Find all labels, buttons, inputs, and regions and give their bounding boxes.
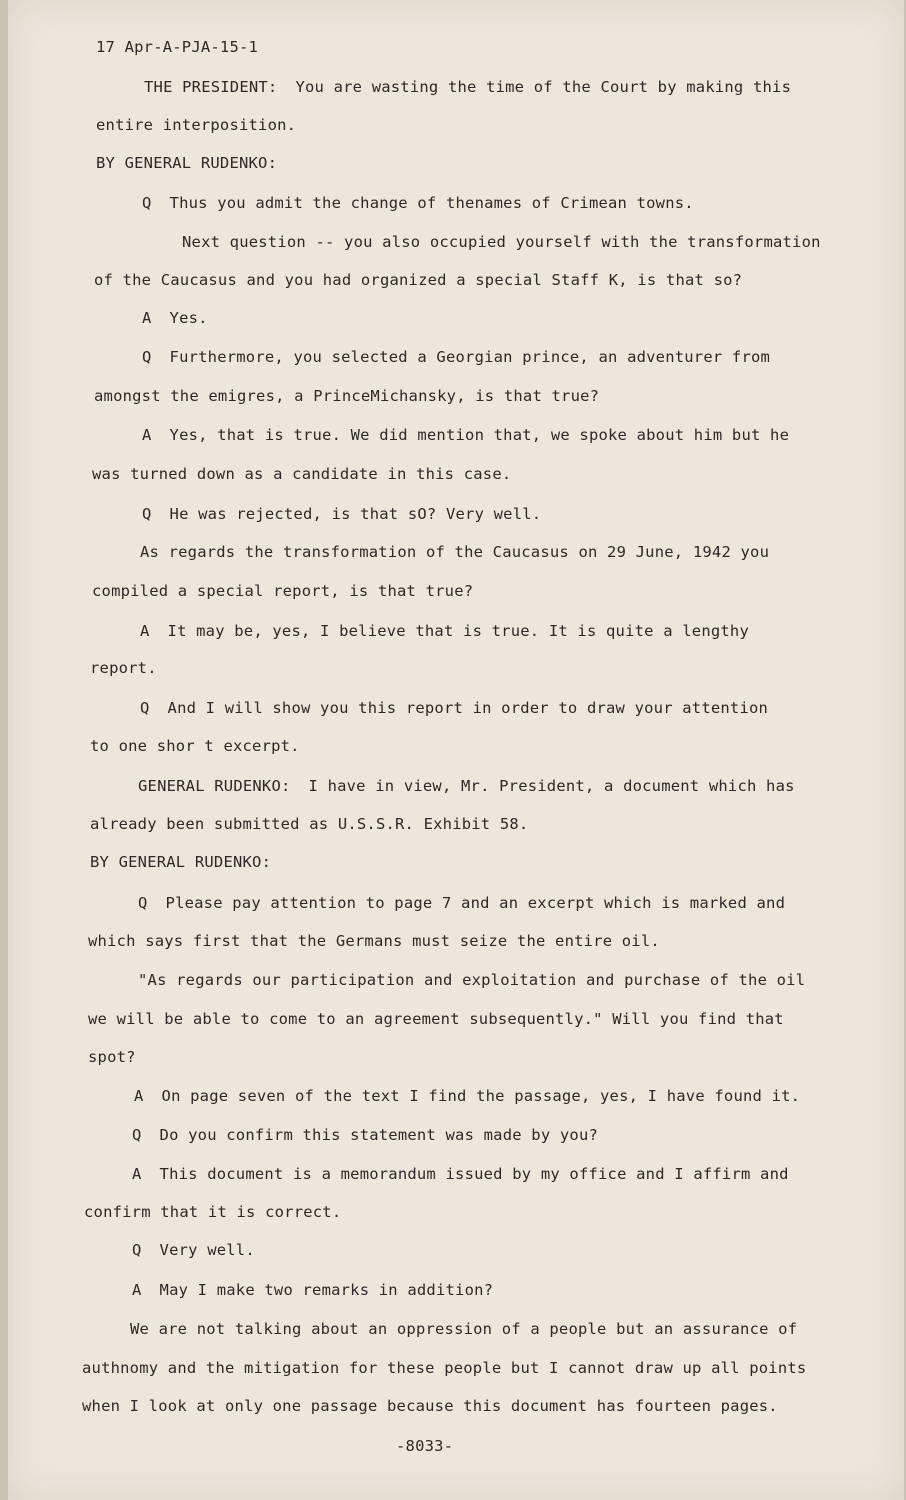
transcript-line: GENERAL RUDENKO: I have in view, Mr. President, a document which has [138,777,795,795]
transcript-line: to one shor t excerpt. [90,737,300,755]
transcript-line: A May I make two remarks in addition? [132,1281,494,1299]
transcript-line: A Yes. [142,309,208,327]
transcript-line: Q Please pay attention to page 7 and an excerpt which is marked and [138,894,786,912]
transcript-line: when I look at only one passage because this document has fourteen pages. [82,1397,778,1415]
transcript-line: Q He was rejected, is that sO? Very well. [142,505,542,523]
speaker-label: Q [142,194,152,212]
transcript-line: Q Furthermore, you selected a Georgian prince, an adventurer from [142,348,771,366]
document-page [8,0,904,1500]
transcript-line: Q Very well. [132,1241,255,1259]
transcript-line: THE PRESIDENT: You are wasting the time of the Court by making this [144,78,792,96]
transcript-line: Next question -- you also occupied yourself with the transformation [182,233,821,251]
speaker-label: A [132,1281,142,1299]
transcript-line: which says first that the Germans must seize the entire oil. [88,932,660,950]
transcript-line: authnomy and the mitigation for these people but I cannot draw up all points [82,1359,807,1377]
speaker-label: A [140,622,150,640]
transcript-line: A This document is a memorandum issued by my office and I affirm and [132,1165,789,1183]
transcript-line: As regards the transformation of the Caucasus on 29 June, 1942 you [140,543,770,561]
speaker-label: A [134,1087,144,1105]
speaker-label: A [142,309,152,327]
transcript-line: "As regards our participation and exploitation and purchase of the oil [138,971,806,989]
speaker-label: Q [140,699,150,717]
transcript-line: entire interposition. [96,116,297,134]
speaker-label: Q [132,1241,142,1259]
transcript-line: Q And I will show you this report in order to draw your attention [140,699,769,717]
transcript-line: We are not talking about an oppression of a people but an assurance of [130,1320,798,1338]
transcript-line: spot? [88,1048,136,1066]
transcript-line: report. [90,659,157,677]
transcript-line: already been submitted as U.S.S.R. Exhibit 58. [90,815,529,833]
transcript-body [8,0,904,1500]
transcript-line: A On page seven of the text I find the passage, yes, I have found it. [134,1087,801,1105]
speaker-label: Q [142,505,152,523]
transcript-line: was turned down as a candidate in this case. [92,465,512,483]
speaker-label: GENERAL RUDENKO: [138,777,291,795]
section-heading: BY GENERAL RUDENKO: [90,853,272,871]
speaker-label: Q [132,1126,142,1144]
speaker-label: Q [138,894,148,912]
section-heading: BY GENERAL RUDENKO: [96,154,278,172]
speaker-label: Q [142,348,152,366]
transcript-line: A It may be, yes, I believe that is true. It is quite a lengthy [140,622,749,640]
transcript-line: compiled a special report, is that true? [92,582,474,600]
page-number: -8033- [396,1437,454,1455]
transcript-line: A Yes, that is true. We did mention that, we spoke about him but he [142,426,790,444]
transcript-line: Q Do you confirm this statement was made by you? [132,1126,599,1144]
document-header-id: 17 Apr-A-PJA-15-1 [96,38,259,56]
transcript-line: of the Caucasus and you had organized a special Staff K, is that so? [94,271,743,289]
speaker-label: A [132,1165,142,1183]
transcript-line: Q Thus you admit the change of thenames of Crimean towns. [142,194,694,212]
transcript-line: we will be able to come to an agreement subsequently." Will you find that [88,1010,784,1028]
speaker-label: THE PRESIDENT: [144,78,278,96]
transcript-line: confirm that it is correct. [84,1203,342,1221]
speaker-label: A [142,426,152,444]
transcript-line: amongst the emigres, a PrinceMichansky, is that true? [94,387,600,405]
